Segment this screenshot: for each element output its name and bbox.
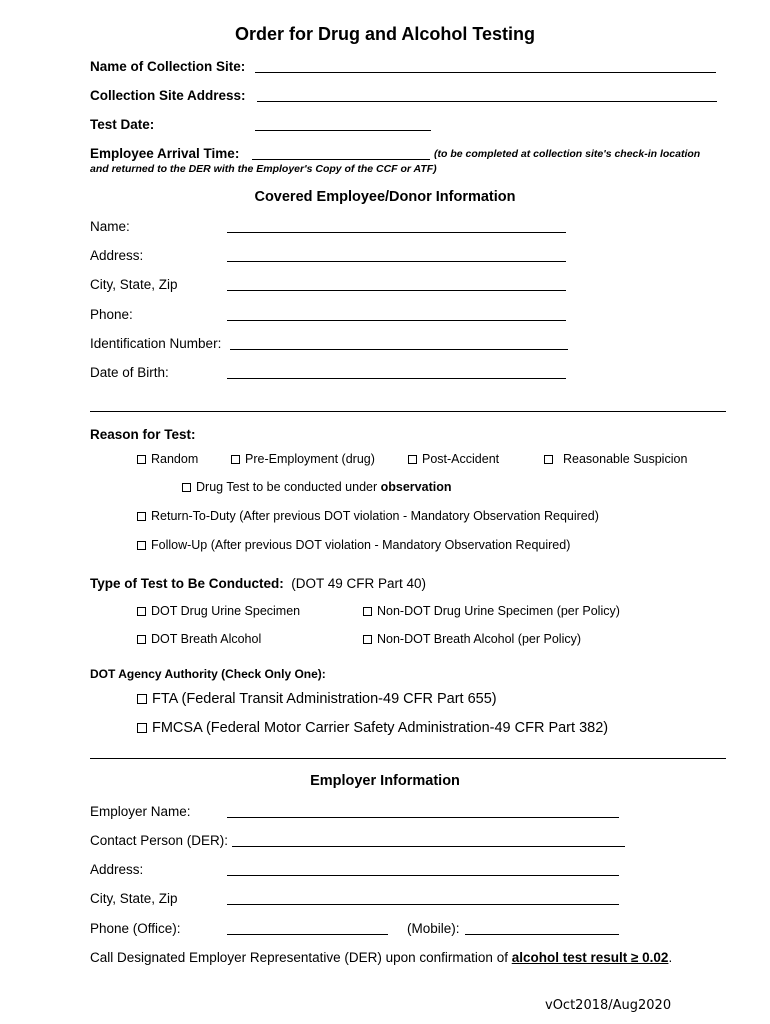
- version-label: vOct2018/Aug2020: [545, 998, 672, 1013]
- collection-site-name-label: Name of Collection Site:: [90, 59, 246, 74]
- reason-suspicion-checkbox[interactable]: Reasonable Suspicion: [544, 452, 687, 466]
- mobile-phone-label: (Mobile):: [407, 921, 460, 936]
- donor-address-field[interactable]: [227, 248, 566, 262]
- donor-address-label: Address:: [90, 248, 144, 263]
- mobile-phone-field[interactable]: [465, 921, 619, 935]
- checkbox-icon: [544, 455, 553, 464]
- arrival-note-line2: and returned to the DER with the Employer's Copy of the CCF or ATF): [90, 163, 437, 175]
- donor-section-heading: Covered Employee/Donor Information: [254, 189, 516, 205]
- donor-phone-field[interactable]: [227, 307, 566, 321]
- agency-heading: DOT Agency Authority (Check Only One):: [90, 667, 326, 681]
- arrival-time-label: Employee Arrival Time:: [90, 146, 240, 161]
- donor-city-label: City, State, Zip: [90, 277, 178, 292]
- test-date-label: Test Date:: [90, 117, 155, 132]
- dot-breath-checkbox[interactable]: DOT Breath Alcohol: [137, 632, 261, 646]
- checkbox-icon: [363, 607, 372, 616]
- checkbox-icon: [231, 455, 240, 464]
- employer-name-field[interactable]: [227, 804, 619, 818]
- collection-site-name-field[interactable]: [255, 59, 716, 73]
- non-dot-breath-checkbox[interactable]: Non-DOT Breath Alcohol (per Policy): [363, 632, 581, 646]
- employer-city-label: City, State, Zip: [90, 891, 178, 906]
- employer-address-field[interactable]: [227, 862, 619, 876]
- test-date-field[interactable]: [255, 117, 431, 131]
- section-divider: [90, 411, 726, 412]
- employer-city-field[interactable]: [227, 891, 619, 905]
- donor-id-field[interactable]: [230, 336, 568, 350]
- non-dot-drug-checkbox[interactable]: Non-DOT Drug Urine Specimen (per Policy): [363, 604, 620, 618]
- test-type-heading: Type of Test to Be Conducted: (DOT 49 CFR Part 40): [90, 576, 427, 591]
- contact-person-label: Contact Person (DER):: [90, 833, 229, 848]
- reason-follow-up-checkbox[interactable]: Follow-Up (After previous DOT violation - Mandatory Observation Required): [137, 538, 570, 552]
- checkbox-icon: [137, 455, 146, 464]
- reason-observation-checkbox[interactable]: Drug Test to be conducted under observation: [182, 480, 451, 494]
- donor-dob-field[interactable]: [227, 365, 566, 379]
- donor-phone-label: Phone:: [90, 307, 133, 322]
- employer-section-heading: Employer Information: [310, 773, 460, 789]
- donor-dob-label: Date of Birth:: [90, 365, 169, 380]
- contact-person-field[interactable]: [232, 833, 625, 847]
- checkbox-icon: [137, 635, 146, 644]
- agency-fmcsa-checkbox[interactable]: FMCSA (Federal Motor Carrier Safety Administration-49 CFR Part 382): [137, 720, 608, 736]
- arrival-note-line1: (to be completed at collection site's check-in location: [434, 148, 701, 160]
- checkbox-icon: [363, 635, 372, 644]
- donor-id-label: Identification Number:: [90, 336, 222, 351]
- reason-random-checkbox[interactable]: Random: [137, 452, 198, 466]
- donor-name-label: Name:: [90, 219, 130, 234]
- section-divider: [90, 758, 726, 759]
- reason-return-to-duty-checkbox[interactable]: Return-To-Duty (After previous DOT violation - Mandatory Observation Required): [137, 509, 599, 523]
- reason-pre-employment-checkbox[interactable]: Pre-Employment (drug): [231, 452, 375, 466]
- employer-address-label: Address:: [90, 862, 144, 877]
- checkbox-icon: [137, 512, 146, 521]
- collection-site-address-label: Collection Site Address:: [90, 88, 246, 103]
- checkbox-icon: [137, 607, 146, 616]
- office-phone-field[interactable]: [227, 921, 388, 935]
- form-title: Order for Drug and Alcohol Testing: [234, 24, 535, 44]
- reason-post-accident-checkbox[interactable]: Post-Accident: [408, 452, 499, 466]
- der-call-instruction: Call Designated Employer Representative (DER) upon confirmation of alcohol test result ≥ 0.02.: [90, 950, 673, 965]
- employer-name-label: Employer Name:: [90, 804, 191, 819]
- checkbox-icon: [137, 541, 146, 550]
- reason-heading: Reason for Test:: [90, 427, 196, 442]
- agency-fta-checkbox[interactable]: FTA (Federal Transit Administration-49 CFR Part 655): [137, 691, 497, 707]
- arrival-time-field[interactable]: [252, 146, 430, 160]
- office-phone-label: Phone (Office):: [90, 921, 181, 936]
- donor-name-field[interactable]: [227, 219, 566, 233]
- donor-city-field[interactable]: [227, 277, 566, 291]
- checkbox-icon: [408, 455, 417, 464]
- checkbox-icon: [137, 694, 147, 704]
- dot-drug-checkbox[interactable]: DOT Drug Urine Specimen: [137, 604, 300, 618]
- checkbox-icon: [182, 483, 191, 492]
- collection-site-address-field[interactable]: [257, 88, 717, 102]
- checkbox-icon: [137, 723, 147, 733]
